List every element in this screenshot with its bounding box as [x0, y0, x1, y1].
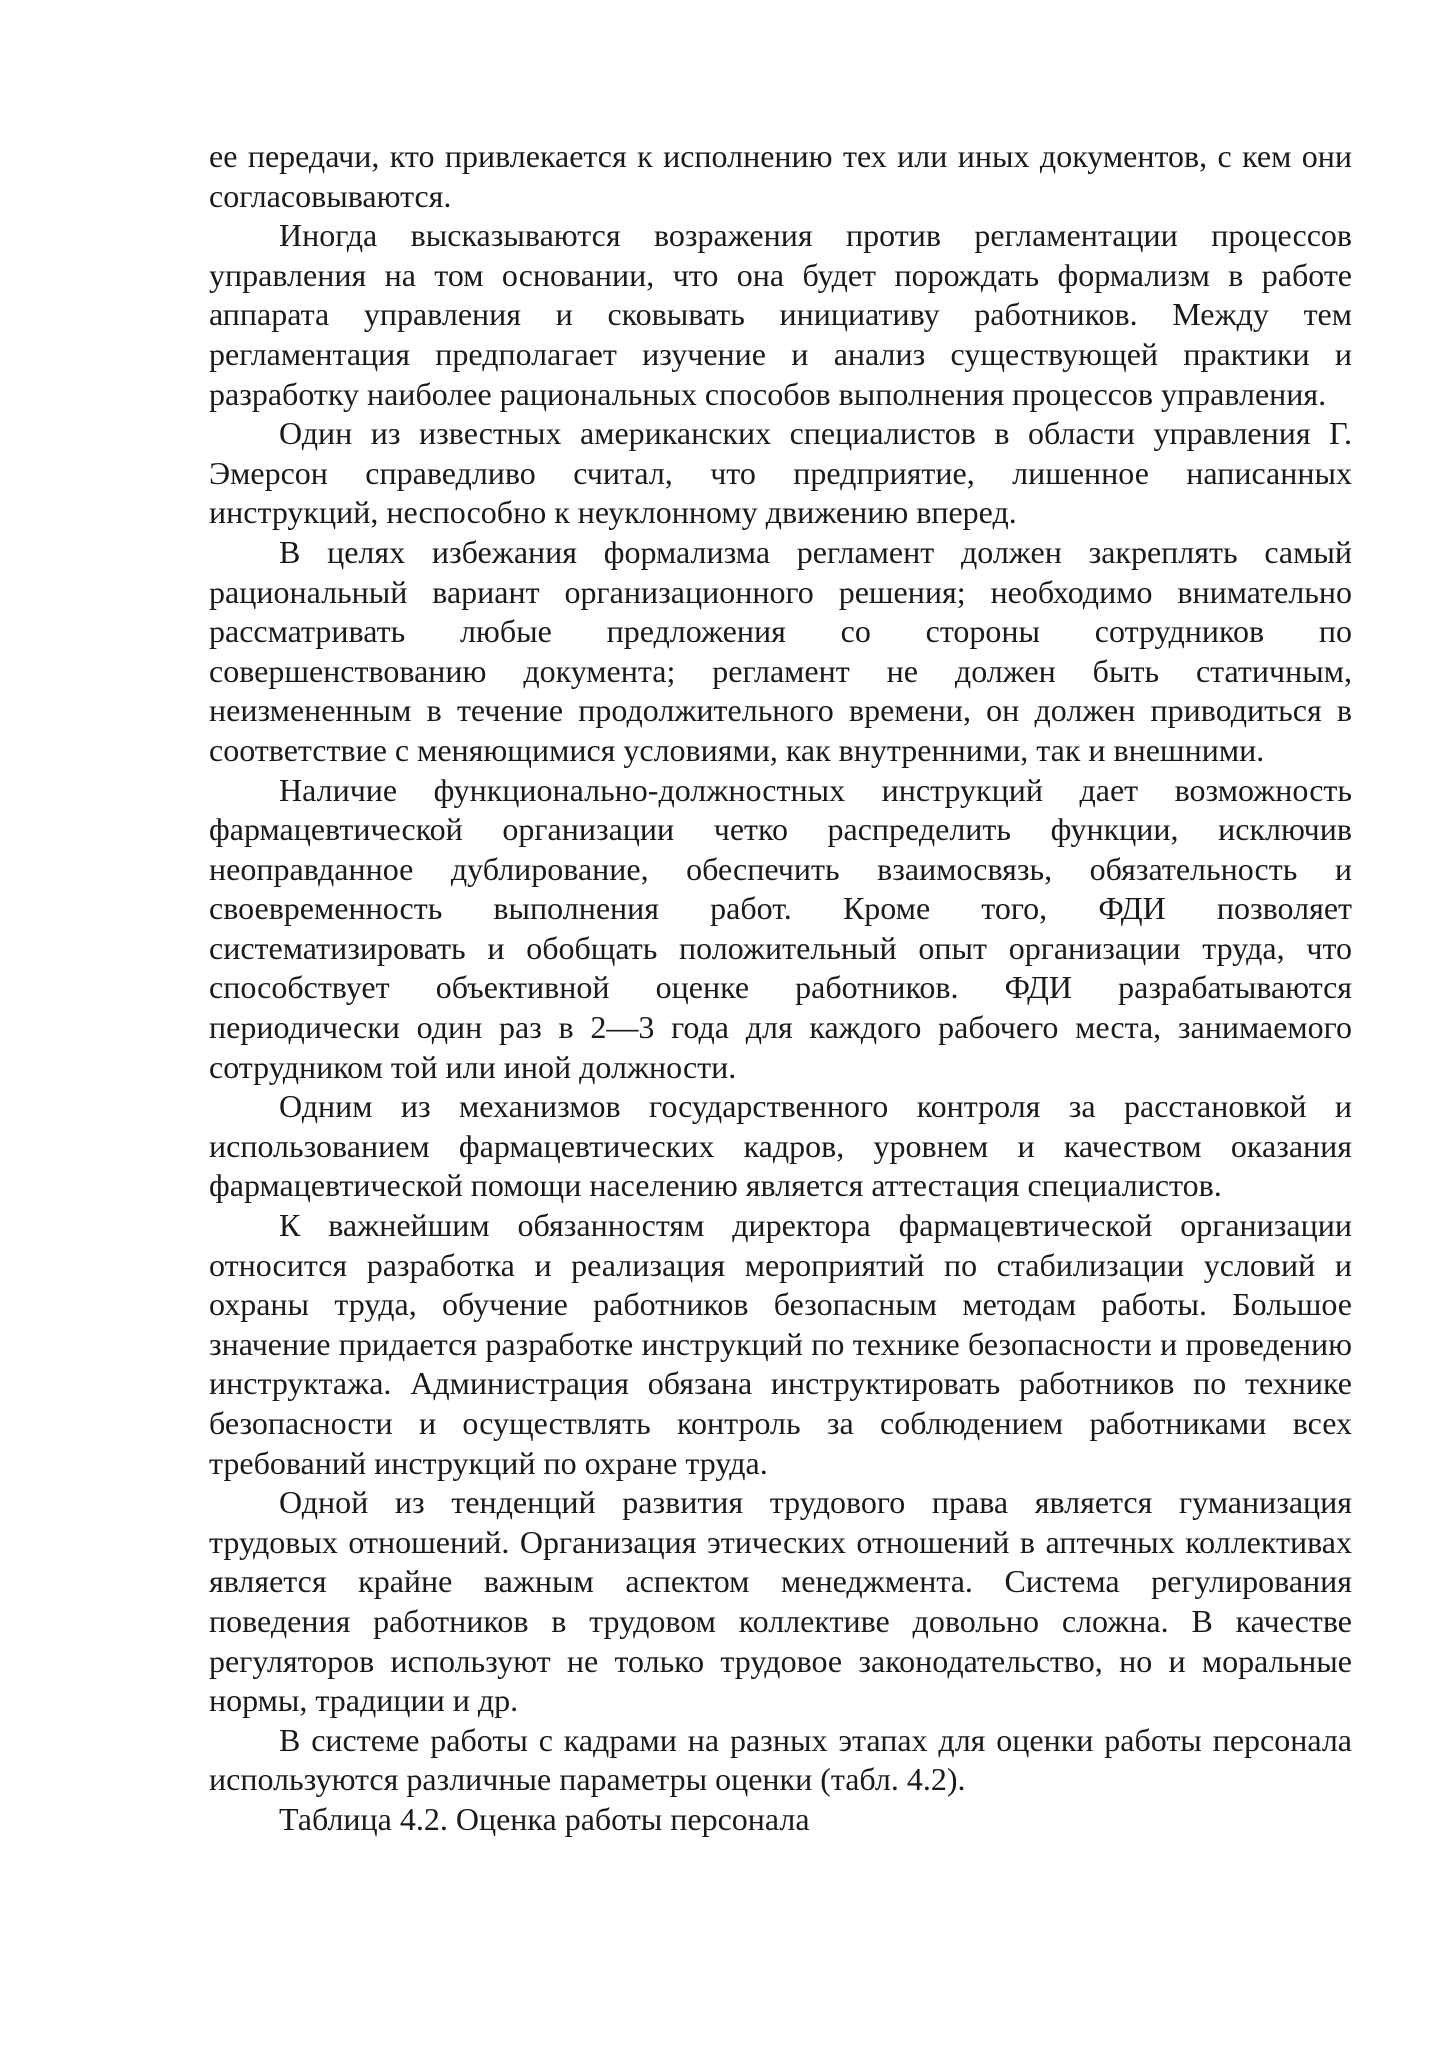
paragraph-8: Одной из тенденций развития трудового права является гуманизация трудовых отношений. Организация этических отношений в аптечных коллективах является крайне важным аспектом менеджмента. Система регулирования поведения работников в трудовом коллективе довольно сложна. В качестве регуляторов используют не только трудовое законодательство, но и моральные нормы, традиции и др. [209, 1484, 1352, 1719]
table-caption: Таблица 4.2. Оценка работы персонала [279, 1800, 810, 1837]
document-page [209, 137, 1352, 1840]
paragraph-6: Одним из механизмов государственного контроля за расстановкой и использованием фармацевтических кадров, уровнем и качеством оказания фармацевтической помощи населению является аттестация специалистов. [209, 1088, 1352, 1204]
paragraph-2: Иногда высказываются возражения против регламентации процессов управления на том основании, что она будет порождать формализм в работе аппарата управления и сковывать инициативу работников. Между тем регламентация предполагает изучение и анализ существующей практики и разработку наиболее рациональных способов выполнения процессов управления. [209, 217, 1352, 412]
paragraph-5: Наличие функционально-должностных инструкций дает возможность фармацевтической организации четко распределить функции, исключив неоправданное дублирование, обеспечить взаимосвязь, обязательность и своевременность выполнения работ. Кроме того, ФДИ позволяет систематизировать и обобщать положительный опыт организации труда, что способствует объективной оценке работников. ФДИ разрабатываются периодически один раз в 2—3 года для каждого рабочего места, занимаемого сотрудником той или иной должности. [209, 771, 1352, 1085]
paragraph-1: ее передачи, кто привлекается к исполнению тех или иных документов, с кем они согласовываются. [209, 138, 1352, 214]
paragraph-3: Один из известных американских специалистов в области управления Г. Эмерсон справедливо считал, что предприятие, лишенное написанных инструкций, неспособно к неуклонному движению вперед. [209, 415, 1352, 531]
paragraph-7: К важнейшим обязанностям директора фармацевтической организации относится разработка и реализация мероприятий по стабилизации условий и охраны труда, обучение работников безопасным методам работы. Большое значение придается разработке инструкций по технике безопасности и проведению инструктажа. Администрация обязана инструктировать работников по технике безопасности и осуществлять контроль за соблюдением работниками всех требований инструкций по охране труда. [209, 1207, 1352, 1481]
paragraph-9: В системе работы с кадрами на разных этапах для оценки работы персонала используются различные параметры оценки (табл. 4.2). [209, 1721, 1352, 1798]
paragraph-4: В целях избежания формализма регламент должен закреплять самый рациональный вариант организационного решения; необходимо внимательно рассматривать любые предложения со стороны сотрудников по совершенствованию документа; регламент не должен быть статичным, неизмененным в течение продолжительного времени, он должен приводиться в соответствие с меняющимися условиями, как внутренними, так и внешними. [209, 533, 1352, 768]
